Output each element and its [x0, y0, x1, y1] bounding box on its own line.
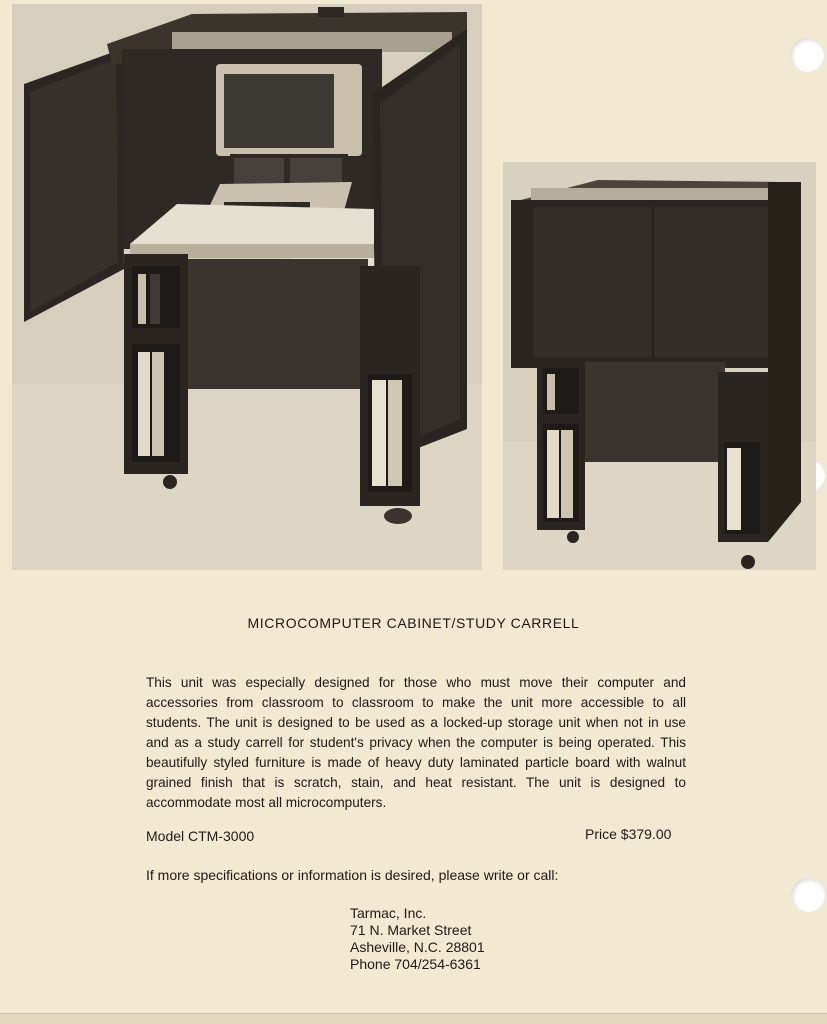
punch-hole-bottom	[791, 878, 825, 912]
cabinet-closed-photo	[503, 162, 816, 570]
punch-hole-top	[790, 38, 824, 72]
product-description: This unit was especially designed for those who must move their computer and accessories from classroom to classroom to make the unit more accessible to all students. The unit is designed to be used as a locked-up storage unit when not in use and as a study carrell for student's privacy when the computer is being operated. This beautifully styled furniture is made of heavy duty laminated particle board with walnut grained finish that is scratch, stain, and heat resistant. The unit is designed to accommodate most all microcomputers.	[146, 675, 686, 810]
price: Price $379.00	[585, 826, 672, 842]
company-name: Tarmac, Inc.	[350, 905, 427, 921]
street-address: 71 N. Market Street	[350, 922, 472, 938]
page-bottom-edge	[0, 1013, 827, 1024]
model-number: Model CTM-3000	[146, 828, 255, 844]
address-block	[350, 905, 485, 973]
contact-prompt: If more specifications or information is desired, please write or call:	[146, 867, 559, 883]
phone-number: Phone 704/254-6361	[350, 956, 481, 972]
city-state-zip: Asheville, N.C. 28801	[350, 939, 485, 955]
cabinet-open-photo	[12, 4, 482, 570]
page-title: MICROCOMPUTER CABINET/STUDY CARRELL	[247, 615, 580, 631]
